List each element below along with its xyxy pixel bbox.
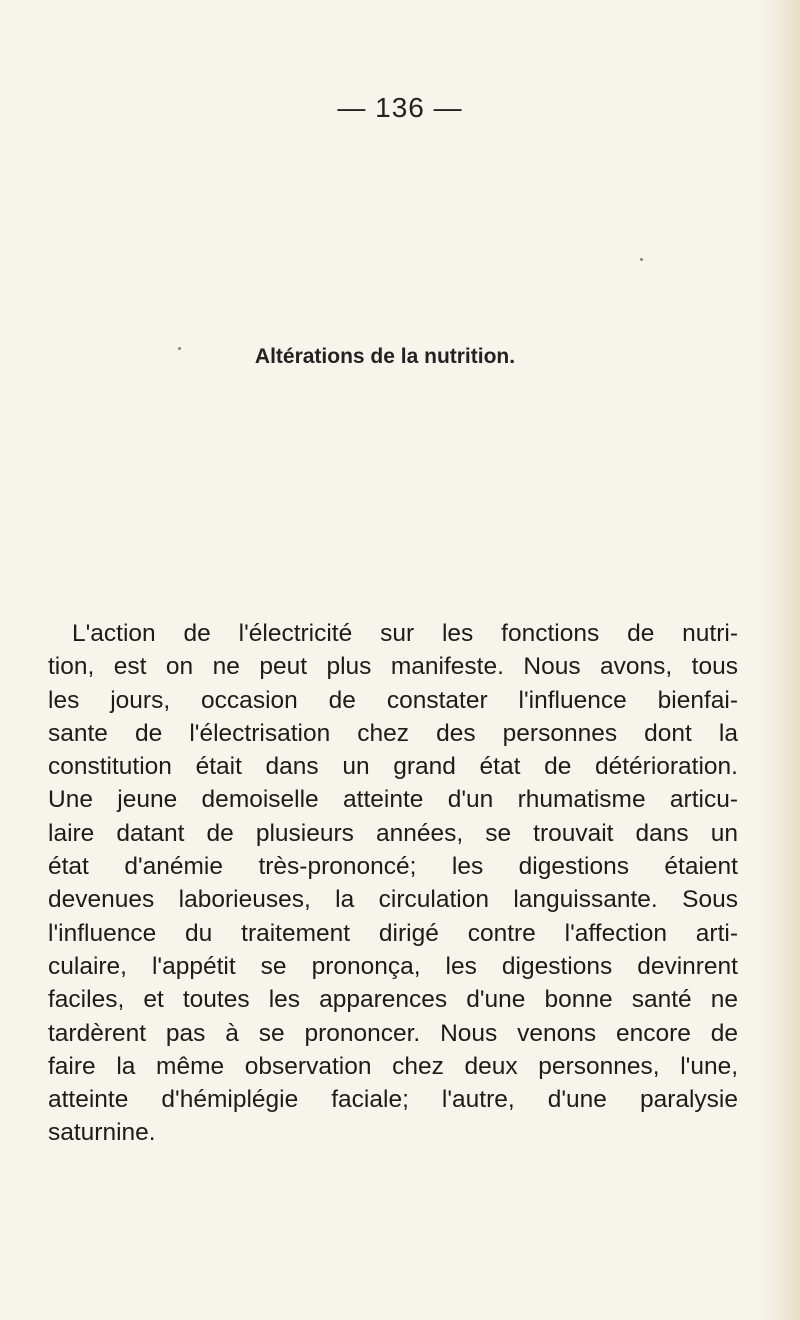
paragraph-line: faciles, et toutes les apparences d'une bonne santé ne [48,986,738,1014]
paragraph-line: tardèrent pas à se prononcer. Nous venons encore de [48,1019,738,1047]
paragraph-line: état d'anémie très-prononcé; les digestions étaient [48,853,738,881]
paragraph-line: constitution était dans un grand état de détérioration. [48,753,738,781]
paragraph-line: laire datant de plusieurs années, se trouvait dans un [48,819,738,847]
paragraph-line: devenues laborieuses, la circulation languissante. Sous [48,886,738,914]
paragraph-line: les jours, occasion de constater l'influence bienfai- [48,686,738,714]
section-title: Altérations de la nutrition. [254,345,516,368]
paragraph-line: saturnine. [48,1119,156,1147]
paragraph-line: sante de l'électrisation chez des personnes dont la [48,719,738,747]
page-number: — 136 — [337,92,463,123]
paragraph-line: tion, est on ne peut plus manifeste. Nous avons, tous [48,653,738,681]
paragraph-line: atteinte d'hémiplégie faciale; l'autre, d'une paralysie [48,1086,738,1114]
paragraph-line: culaire, l'appétit se prononça, les digestions devinrent [48,952,738,980]
body-paragraph [48,617,738,1150]
paragraph-line: Une jeune demoiselle atteinte d'un rhumatisme articu- [48,786,738,814]
paragraph-line: l'influence du traitement dirigé contre l'affection arti- [48,919,738,947]
paragraph-line: L'action de l'électricité sur les fonctions de nutri- [72,620,738,647]
paragraph-line: faire la même observation chez deux personnes, l'une, [48,1052,738,1080]
print-speck [640,258,643,261]
